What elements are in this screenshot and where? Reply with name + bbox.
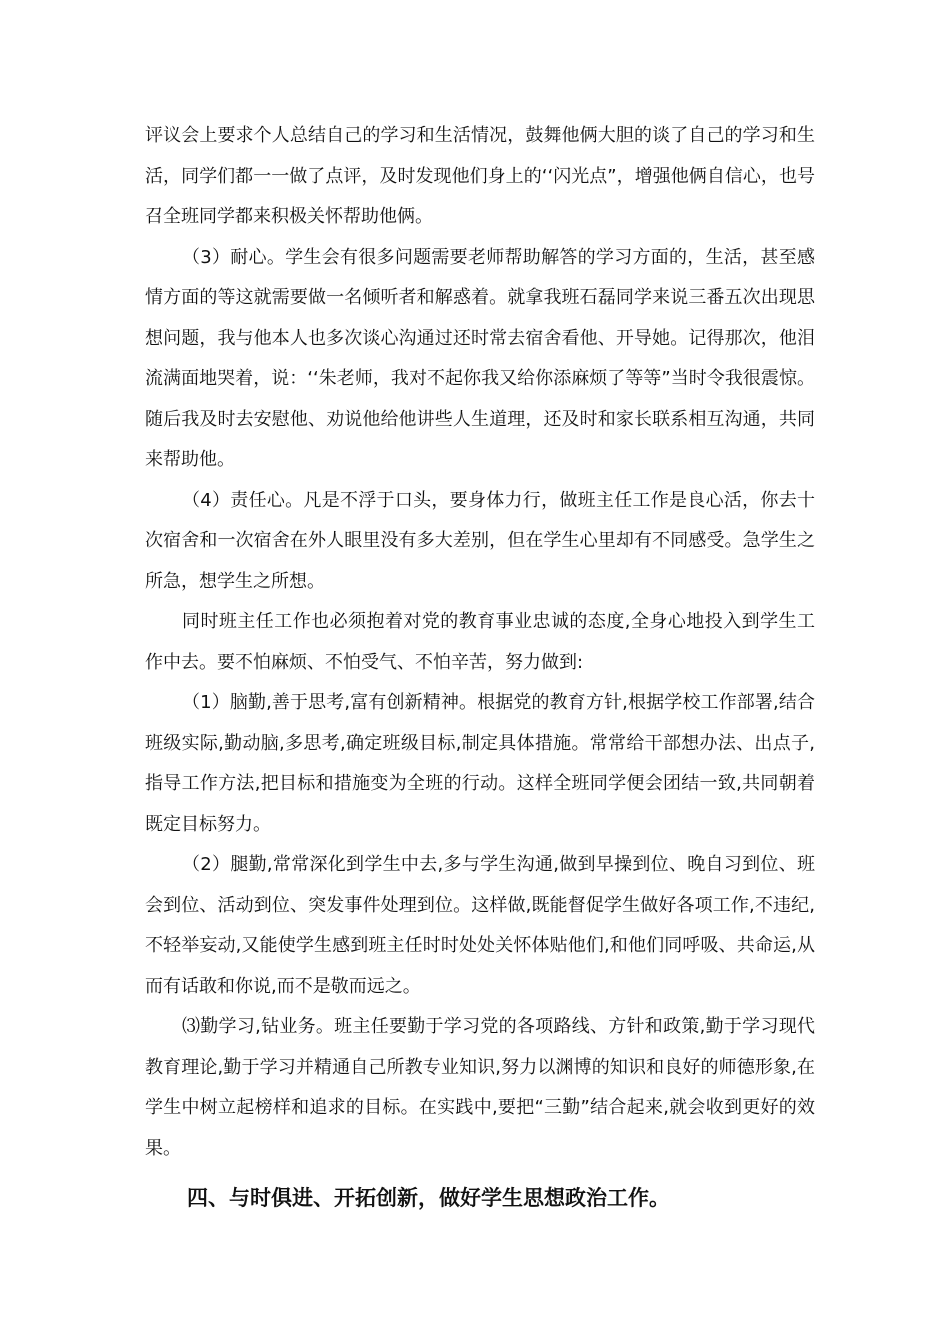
paragraph-responsibility: （4）责任心。凡是不浮于口头，要身体力行，做班主任工作是良心活，你去十次宿舍和一次宿舍在外人眼里没有多大差别，但在学生心里却有不同感受。急学生之所急，想学生之所想。 xyxy=(145,489,815,592)
section-heading: 四、与时俱进、开拓创新，做好学生思想政治工作。 xyxy=(187,1186,670,1210)
paragraph-study-diligence: ⑶勤学习,钻业务。班主任要勤于学习党的各项路线、方针和政策,勤于学习现代教育理论,勤于学习并精通自己所教专业知识,努力以渊博的知识和良好的师德形象,在学生中树立起榜样和追求的目标。在实践中,要把“三勤”结合起来,就会收到更好的效果。 xyxy=(145,1016,815,1159)
paragraph-brain-diligence: （1）脑勤,善于思考,富有创新精神。根据党的教育方针,根据学校工作部署,结合班级实际,勤动脑,多思考,确定班级目标,制定具体措施。常常给干部想办法、出点子,指导工作方法,把目标和措施变为全班的行动。这样全班同学便会团结一致,共同朝着既定目标努力。 xyxy=(145,692,815,835)
paragraph-continuation: 评议会上要求个人总结自己的学习和生活情况，鼓舞他俩大胆的谈了自己的学习和生活，同学们都一一做了点评，及时发现他们身上的‘‘闪光点”，增强他俩自信心，也号召全班同学都来积极关怀帮助他俩。 xyxy=(145,125,815,227)
document-body xyxy=(145,116,815,1219)
paragraph-attitude: 同时班主任工作也必须抱着对党的教育事业忠诚的态度,全身心地投入到学生工作中去。要不怕麻烦、不怕受气、不怕辛苦，努力做到: xyxy=(145,611,815,673)
paragraph-patience: （3）耐心。学生会有很多问题需要老师帮助解答的学习方面的，生活，甚至感情方面的等这就需要做一名倾听者和解惑着。就拿我班石磊同学来说三番五次出现思想问题，我与他本人也多次谈心沟通过还时常去宿舍看他、开导她。记得那次，他泪流满面地哭着，说：‘‘朱老师，我对不起你我又给你添麻烦了等等”当时令我很震惊。随后我及时去安慰他、劝说他给他讲些人生道理，还及时和家长联系相互沟通，共同来帮助他。 xyxy=(145,246,815,470)
paragraph-leg-diligence: （2）腿勤,常常深化到学生中去,多与学生沟通,做到早操到位、晚自习到位、班会到位、活动到位、突发事件处理到位。这样做,既能督促学生做好各项工作,不违纪,不轻举妄动,又能使学生感到班主任时时处处关怀体贴他们,和他们同呼吸、共命运,从而有话敢和你说,而不是敬而远之。 xyxy=(145,854,815,997)
